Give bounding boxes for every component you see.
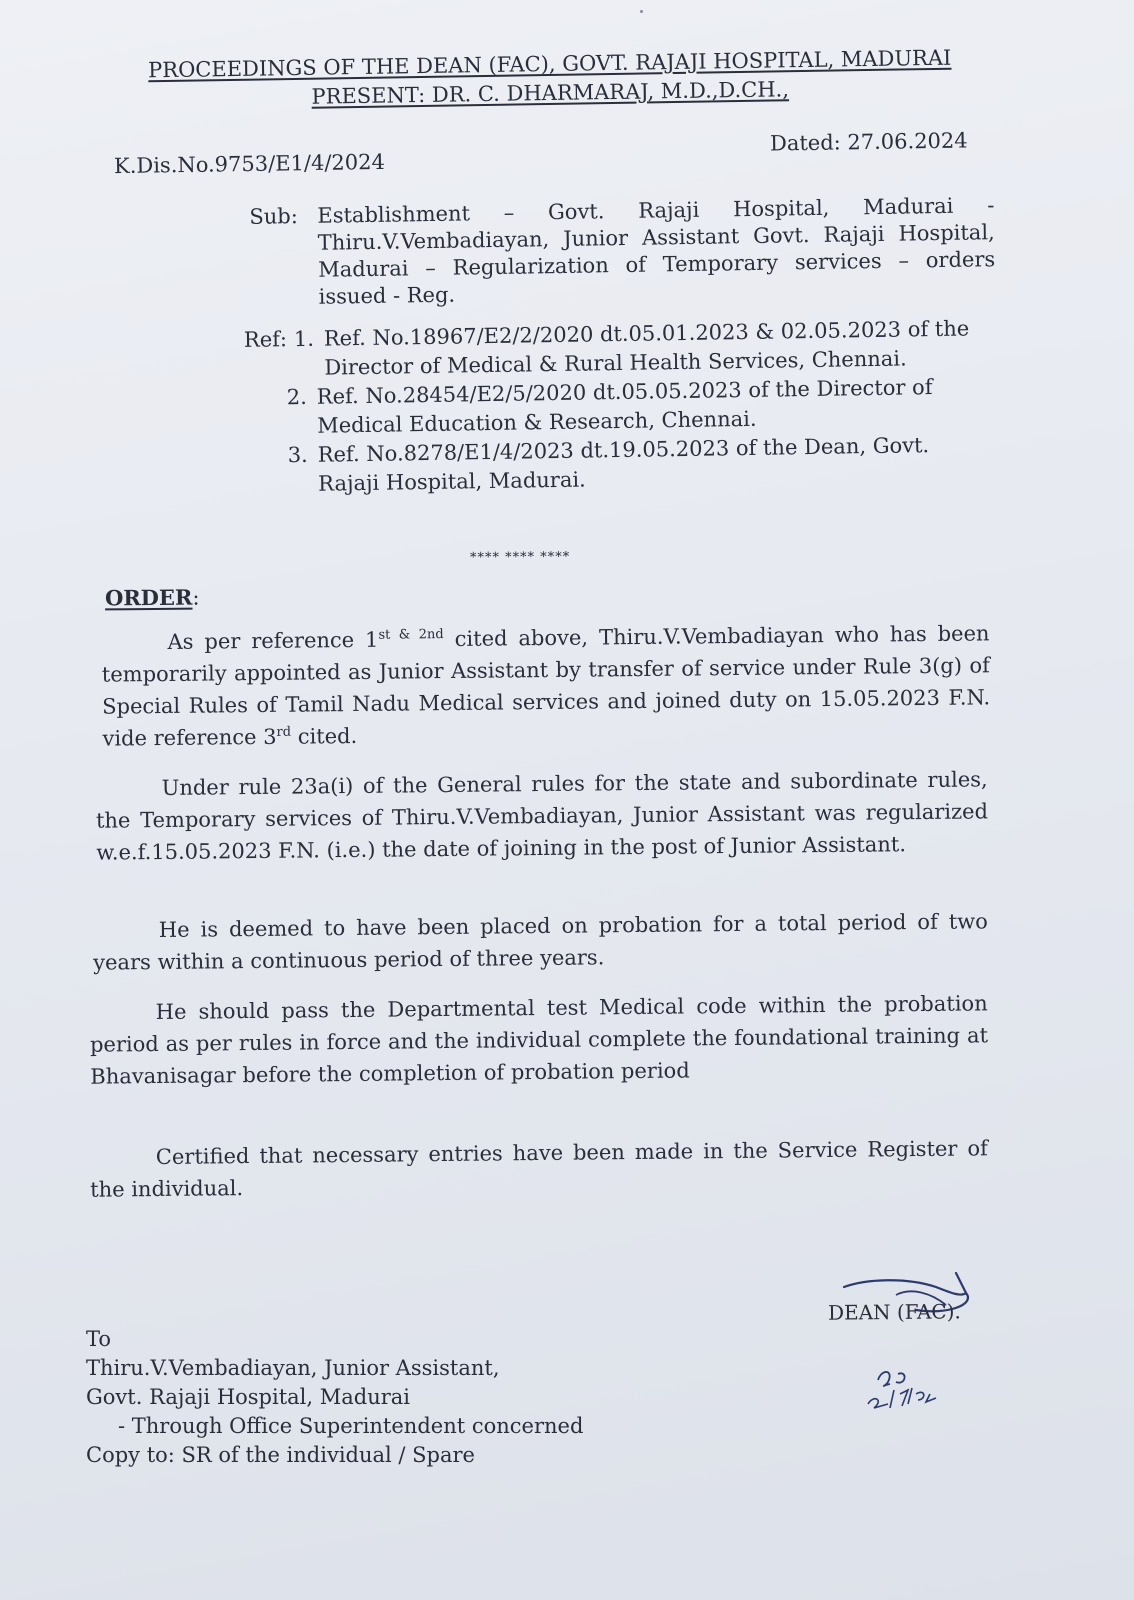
to-label: To <box>86 1327 112 1351</box>
file-number: K.Dis.No.9753/E1/4/2024 <box>113 149 386 179</box>
order-paragraph-3: He is deemed to have been placed on probation for a total period of two years within a continuous period of three years. <box>93 909 988 975</box>
order-paragraph-5: Certified that necessary entries have been made in the Service Register of the individual. <box>90 1136 988 1202</box>
order-paragraph-1 <box>101 617 990 754</box>
subject-label: Sub: <box>249 204 299 229</box>
reference-number: 2. <box>286 384 308 410</box>
paragraph-text: cited above, Thiru.V.Vembadiayan who has been temporarily appointed as Junior Assistant by transfer of service under Rule 3(g) of Special Rules of Tamil Nadu Medical services and joined duty on 15.05.2023 F.N. vide reference 3 <box>101 621 991 751</box>
order-paragraph-4: He should pass the Departmental test Medical code within the probation period as per rules in force and the individual complete the foundational training at Bhavanisagar before the completion of probation period <box>89 991 989 1089</box>
paragraph-text: As per reference 1 <box>167 627 379 654</box>
recipient-through: - Through Office Superintendent concerned <box>118 1414 584 1438</box>
references-label: Ref: <box>243 327 288 352</box>
order-paragraph-2: Under rule 23a(i) of the General rules for the state and subordinate rules, the Temporary services of Thiru.V.Vembadiayan, Junior Assistant was regularized w.e.f.15.05.2023 F.N. (i.e.) the date of joining in the post of Junior Assistant. <box>95 767 989 865</box>
paragraph-text: cited. <box>290 723 358 749</box>
subject-text: Establishment – Govt. Rajaji Hospital, Madurai - Thiru.V.Vembadiayan, Junior Assistant Govt. Rajaji Hospital, Madurai – Regularization of Temporary services – orders issued - Reg. <box>317 193 996 309</box>
reference-item <box>294 314 990 383</box>
reference-text: Ref. No.28454/E2/5/2020 dt.05.05.2023 of the Director of Medical Education & Research, Chennai. <box>316 375 933 438</box>
reference-number: 3. <box>287 442 308 468</box>
references-block <box>244 314 992 500</box>
reference-text: Ref. No.18967/E2/2/2020 dt.05.01.2023 & 02.05.2023 of the Director of Medical & Rural Health Services, Chennai. <box>323 316 970 380</box>
section-separator: **** **** **** <box>469 549 571 566</box>
reference-number: 1. <box>293 326 315 352</box>
copy-to: Copy to: SR of the individual / Spare <box>86 1443 475 1467</box>
superscript: rd <box>276 724 292 740</box>
document-date: Dated: 27.06.2024 <box>769 128 968 156</box>
header-present: PRESENT: DR. C. DHARMARAJ, M.D.,D.CH., <box>311 77 790 109</box>
initials-date-mark <box>860 1360 960 1420</box>
superscript: st & 2nd <box>378 627 444 643</box>
paper-speck <box>640 10 643 13</box>
order-heading <box>105 585 200 611</box>
document-header <box>110 43 991 115</box>
recipient-block <box>86 1325 583 1470</box>
subject-block <box>249 192 996 312</box>
reference-text: Ref. No.8278/E1/4/2023 dt.19.05.2023 of the Dean, Govt. Rajaji Hospital, Madurai. <box>317 433 930 496</box>
order-heading-text: ORDER <box>104 584 193 611</box>
signatory-designation: DEAN (FAC). <box>827 1299 961 1325</box>
recipient-office: Govt. Rajaji Hospital, Madurai <box>86 1385 411 1409</box>
recipient-name: Thiru.V.Vembadiayan, Junior Assistant, <box>86 1356 500 1380</box>
order-heading-colon: : <box>192 585 200 610</box>
header-title: PROCEEDINGS OF THE DEAN (FAC), GOVT. RAJAJI HOSPITAL, MADURAI <box>147 45 952 83</box>
reference-item <box>287 430 991 499</box>
